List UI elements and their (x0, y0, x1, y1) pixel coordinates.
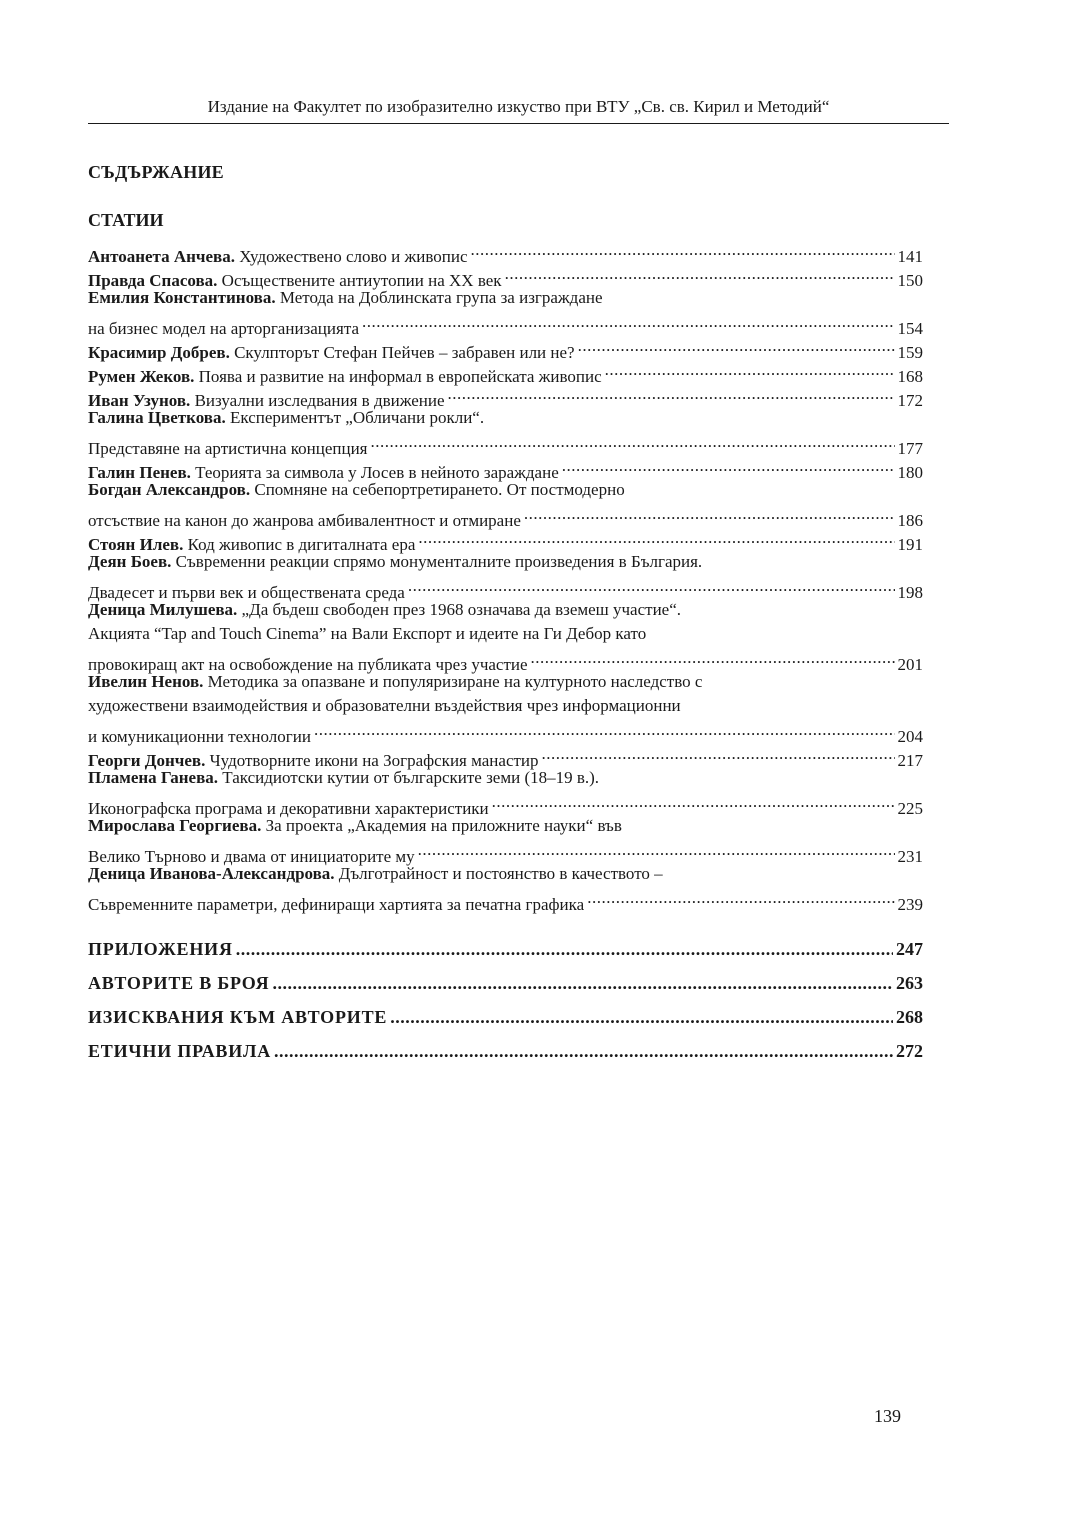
dot-leader (314, 718, 895, 742)
toc-entry[interactable] (88, 766, 923, 818)
toc-entry-title: Иконографска програма и декоративни характеристики (88, 799, 489, 818)
toc-entry-title: Визуални изследвания в движение (194, 391, 445, 410)
toc-entry-text (88, 814, 622, 838)
dot-leader (408, 574, 895, 598)
toc-entry[interactable] (88, 478, 923, 530)
toc-entry-author: Георги Дончев. (88, 751, 206, 770)
toc-entry-page: 239 (897, 895, 923, 914)
toc-entry-text (88, 406, 484, 430)
toc-entry-list (88, 238, 923, 914)
toc-entry-title: Поява и развитие на информал в европейската живопис (198, 367, 602, 386)
dot-leader (578, 334, 895, 358)
toc-entry-page: 204 (897, 727, 923, 746)
dot-leader (524, 502, 895, 526)
toc-entry-page: 150 (897, 271, 923, 290)
toc-entry[interactable] (88, 550, 923, 602)
toc-entry-line (88, 286, 923, 310)
toc-entry-title: Метода на Доблинската група за изграждане (279, 288, 603, 307)
toc-back-matter-list (88, 932, 923, 1068)
toc-entry-text (88, 670, 702, 694)
toc-back-matter-label: АВТОРИТЕ В БРОЯ (88, 973, 270, 993)
toc-entry-author: Мирослава Георгиева. (88, 816, 262, 835)
toc-entry-author: Антоанета Анчева. (88, 247, 235, 266)
toc-entry-text (88, 550, 702, 574)
toc-entry-title: отсъствие на канон до жанрова амбивалентност и отмиране (88, 511, 521, 530)
toc-entry-line (88, 646, 923, 674)
toc-entry-title: Спомняне на себепортретирането. От постмодерно (254, 480, 625, 499)
toc-entry[interactable] (88, 286, 923, 338)
toc-entry[interactable] (88, 814, 923, 866)
toc-entry-text (88, 622, 646, 646)
toc-entry-line (88, 478, 923, 502)
toc-entry-author: Румен Жеков. (88, 367, 195, 386)
header-divider (88, 123, 949, 124)
toc-entry-title: на бизнес модел на арторганизацията (88, 319, 360, 338)
dot-leader (236, 937, 893, 961)
dot-leader (471, 238, 895, 262)
toc-entry-author: Ивелин Ненов. (88, 672, 204, 691)
toc-entry-title: Теорията за символа у Лосев в нейното зараждане (195, 463, 559, 482)
toc-entry[interactable] (88, 238, 923, 266)
toc-entry-title: Методика за опазване и популяризиране на културното наследство с (207, 672, 703, 691)
toc-back-matter-page: 263 (896, 973, 923, 993)
dot-leader (274, 1039, 893, 1063)
toc-entry-page: 231 (897, 847, 923, 866)
toc-entry-page: 168 (897, 367, 923, 386)
toc-entry-line (88, 814, 923, 838)
toc-entry-title: Двадесет и първи век и обществената среда (88, 583, 405, 602)
toc-entry-title: Таксидиотски кутии от българските земи (18–19 в.). (222, 768, 600, 787)
toc-entry-line (88, 694, 923, 718)
toc-entry-text (88, 286, 603, 310)
toc-entry-line (88, 502, 923, 530)
toc-entry-author: Красимир Добрев. (88, 343, 230, 362)
toc-entry-page: 201 (897, 655, 923, 674)
toc-entry[interactable] (88, 406, 923, 458)
toc-entry-title: Код живопис в дигиталната ера (187, 535, 416, 554)
dot-leader (390, 1005, 893, 1029)
toc-back-matter-label: ПРИЛОЖЕНИЯ (88, 939, 233, 959)
toc-entry-title: Дълготрайност и постоянство в качеството – (338, 864, 663, 883)
dot-leader (562, 454, 895, 478)
toc-entry-author: Деница Иванова-Александрова. (88, 864, 335, 883)
toc-entry-text (88, 341, 575, 365)
toc-entry-title: Акцията “Tap and Touch Cinema” на Вали Експорт и идеите на Ги Дебор като (88, 624, 647, 643)
toc-entry-title: За проекта „Академия на приложните науки“ във (265, 816, 622, 835)
toc-entry-page: 217 (897, 751, 923, 770)
toc-entry-page: 141 (897, 247, 923, 266)
toc-back-matter-page: 272 (896, 1041, 923, 1061)
toc-entry-page: 198 (897, 583, 923, 602)
toc-entry-author: Галина Цветкова. (88, 408, 226, 427)
toc-entry-title: Представяне на артистична концепция (88, 439, 368, 458)
toc-entry-title: Чудотворните икони на Зографския манастир (209, 751, 539, 770)
toc-entry-text (88, 694, 681, 718)
toc-entry-line (88, 718, 923, 746)
toc-entry-text (88, 478, 625, 502)
toc-entry-text (88, 766, 599, 790)
toc-entry-title: Експериментът „Обличани рокли“. (229, 408, 485, 427)
toc-entry-title: „Да бъдеш свободен през 1968 означава да вземеш участие“. (241, 600, 682, 619)
toc-entry-text (88, 598, 681, 622)
dot-leader (418, 838, 895, 862)
toc-entry-title: Художествено слово и живопис (239, 247, 468, 266)
toc-entry-title: Скулпторът Стефан Пейчев – забравен или не? (234, 343, 575, 362)
toc-entry-author: Правда Спасова. (88, 271, 218, 290)
toc-back-matter-page: 268 (896, 1007, 923, 1027)
toc-entry-author: Иван Узунов. (88, 391, 191, 410)
toc-back-matter-label: ЕТИЧНИ ПРАВИЛА (88, 1041, 272, 1061)
toc-entry-author: Стоян Илев. (88, 535, 184, 554)
toc-entry-text (88, 317, 359, 341)
dot-leader (371, 430, 895, 454)
toc-entry-title: Велико Търново и двама от инициаторите му (88, 847, 415, 866)
toc-back-matter-item[interactable] (88, 966, 923, 1000)
toc-back-matter-page: 247 (896, 939, 923, 959)
toc-entry-page: 159 (897, 343, 923, 362)
dot-leader (505, 262, 895, 286)
dot-leader (492, 790, 895, 814)
toc-entry-author: Деян Боев. (88, 552, 172, 571)
toc-title: СЪДЪРЖАНИЕ (88, 162, 224, 182)
dot-leader (448, 382, 895, 406)
dot-leader (272, 971, 893, 995)
toc-entry-line (88, 550, 923, 574)
toc-entry[interactable] (88, 862, 923, 914)
toc-entry-text (88, 862, 663, 886)
toc-entry-line (88, 238, 923, 266)
toc-entry-author: Галин Пенев. (88, 463, 191, 482)
toc-entry-page: 225 (897, 799, 923, 818)
toc-back-matter-label: ИЗИСКВАНИЯ КЪМ АВТОРИТЕ (88, 1007, 388, 1027)
dot-leader (605, 358, 895, 382)
toc-entry-title: и комуникационни технологии (88, 727, 311, 746)
section-heading-articles: СТАТИИ (88, 210, 164, 230)
toc-entry-author: Пламена Ганева. (88, 768, 219, 787)
running-header: Издание на Факултет по изобразително изкуство при ВТУ „Св. св. Кирил и Методий“ (207, 97, 830, 116)
toc-entry-author: Деница Милушева. (88, 600, 238, 619)
toc-entry-page: 177 (897, 439, 923, 458)
dot-leader (362, 310, 894, 334)
toc-back-matter-item[interactable] (88, 1000, 923, 1034)
toc-entry-line (88, 622, 923, 646)
toc-entry-title: Осъществените антиутопии на XX век (221, 271, 502, 290)
toc-entry-line (88, 310, 923, 338)
toc-entry-text (88, 893, 584, 917)
toc-entry-line (88, 790, 923, 818)
toc-entry-page: 172 (897, 391, 923, 410)
toc-entry-page: 154 (897, 319, 923, 338)
page-number: 139 (874, 1406, 901, 1426)
toc-entry-title: провокиращ акт на освобождение на публиката чрез участие (88, 655, 528, 674)
toc-entry-page: 180 (897, 463, 923, 482)
toc-entry-text (88, 725, 311, 749)
toc-entry-text (88, 245, 468, 269)
toc-entry-title: Съвременни реакции спрямо монументалните произведения в България. (175, 552, 703, 571)
toc-entry-line (88, 766, 923, 790)
toc-back-matter-item[interactable] (88, 932, 923, 966)
toc-entry-line (88, 670, 923, 694)
toc-entry-title: художествени взаимодействия и образователни въздействия чрез информационни (88, 696, 681, 715)
toc-entry-author: Емилия Константинова. (88, 288, 276, 307)
dot-leader (587, 886, 894, 910)
toc-entry-line (88, 838, 923, 866)
toc-entry-line (88, 886, 923, 914)
dot-leader (542, 742, 895, 766)
toc-entry-text (88, 437, 368, 461)
toc-entry-line (88, 598, 923, 622)
toc-entry[interactable] (88, 598, 923, 674)
toc-entry-line (88, 406, 923, 430)
toc-entry-page: 186 (897, 511, 923, 530)
toc-entry-page: 191 (897, 535, 923, 554)
toc-entry-line (88, 862, 923, 886)
dot-leader (531, 646, 895, 670)
toc-entry-author: Богдан Александров. (88, 480, 251, 499)
toc-entry-line (88, 430, 923, 458)
toc-entry-line (88, 574, 923, 602)
dot-leader (418, 526, 894, 550)
toc-back-matter-item[interactable] (88, 1034, 923, 1068)
toc-entry[interactable] (88, 670, 923, 746)
toc-entry-title: Съвременните параметри, дефиниращи хартията за печатна графика (88, 895, 585, 914)
